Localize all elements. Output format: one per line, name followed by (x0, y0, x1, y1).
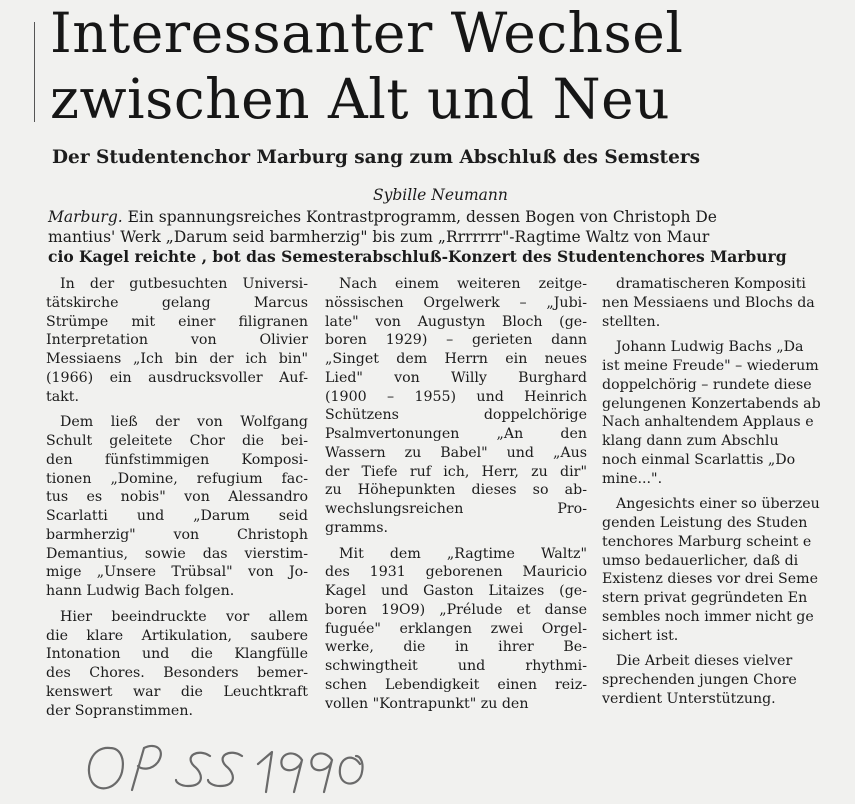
column-1-line: (1966) ein ausdrucksvoller Auf- (46, 369, 308, 386)
paragraph-gap (325, 538, 587, 545)
column-2-line: des 1931 geborenen Mauricio (325, 564, 587, 581)
intro-line-3: cio Kagel reichte , bot das Semesterabschluß-Konzert des Studentenchores Marburg (48, 247, 787, 266)
column-2-line: Mit dem „Ragtime Waltz" (339, 545, 587, 562)
column-3-line: umso bedauerlicher, daß di (602, 552, 799, 569)
column-1-line: hann Ludwig Bach folgen. (46, 583, 235, 599)
column-2-line: Psalmvertonungen „An den (325, 426, 587, 442)
column-2-line: boren 19O9) „Prélude et danse (325, 601, 587, 618)
paragraph-gap (46, 406, 308, 413)
column-3-line: gelungenen Konzertabends ab (602, 395, 821, 412)
column-1-line: tionen „Domine, refugium fac- (46, 470, 308, 487)
column-1-line: Interpretation von Olivier (46, 332, 308, 349)
column-1-line: der Sopranstimmen. (46, 702, 193, 719)
column-1-line: Strümpe mit einer filigranen (46, 313, 308, 330)
column-2-line: late" von Augustyn Bloch (ge- (325, 313, 587, 330)
subheadline: Der Studentenchor Marburg sang zum Abschluß des Semsters (52, 147, 700, 168)
column-2-line: zu Höhepunkten dieses so ab- (325, 482, 587, 499)
column-1-line: Hier beeindruckte vor allem (60, 608, 308, 625)
article-column-3 (602, 275, 855, 709)
column-2-line: der Tiefe ruf ich, Herr, zu dir" (325, 463, 587, 480)
column-1-line: Messiaens „Ich bin der ich bin" (46, 351, 308, 367)
headline-line-2: zwischen Alt und Neu (50, 67, 671, 131)
column-2-line: Kagel und Gaston Litaizes (ge- (325, 583, 587, 599)
column-3-line: tenchores Marburg scheint e (602, 533, 812, 550)
column-3-line: verdient Unterstützung. (602, 690, 776, 707)
article-column-2 (325, 275, 587, 713)
column-1-line: mige „Unsere Trübsal" von Jo- (46, 564, 308, 581)
column-3-line: stellten. (602, 313, 661, 330)
column-3-line: genden Leistung des Studen (602, 515, 808, 531)
column-1-line: Dem ließ der von Wolfgang (60, 414, 308, 431)
column-3-line: sembles noch immer nicht ge (602, 608, 814, 625)
column-1-line: barmherzig" von Christoph (46, 526, 308, 543)
column-3-line: stern privat gegründeten En (602, 590, 808, 606)
column-2-line: boren 1929) – gerieten dann (325, 332, 587, 349)
column-1-line: den fünfstimmigen Komposi- (46, 451, 308, 468)
column-2-line: (1900 – 1955) und Heinrich (325, 388, 587, 405)
column-2-line: schen Lebendigkeit einen reiz- (325, 676, 587, 693)
column-3-line: Angesichts einer so überzeu (616, 496, 820, 513)
paragraph-gap (602, 645, 855, 652)
column-1-line: Intonation und die Klangfülle (46, 646, 308, 663)
column-1-line: des Chores. Besonders bemer- (46, 665, 308, 681)
column-2-line: Schützens doppelchörige (325, 407, 587, 424)
column-1-line: tus es nobis" von Alessandro (46, 489, 308, 506)
column-2-line: wechslungsreichen Pro- (325, 501, 587, 517)
article-column-1 (46, 275, 308, 720)
intro-line-1 (48, 207, 855, 227)
column-rule (34, 22, 35, 122)
column-1-line: Scarlatti und „Darum seid (46, 508, 308, 524)
column-3-line: nen Messiaens und Blochs da (602, 294, 815, 311)
column-2-line: Wassern zu Babel" und „Aus (325, 444, 587, 461)
column-3-line: sprechenden jungen Chore (602, 672, 797, 688)
author-byline: Sybille Neumann (373, 186, 508, 204)
column-3-line: klang dann zum Abschlu (602, 433, 779, 449)
column-2-line: Nach einem weiteren zeitge- (339, 276, 587, 292)
paragraph-gap (46, 601, 308, 608)
column-2-line: Lied" von Willy Burghard (325, 369, 587, 386)
column-3-line: doppelchörig – rundete diese (602, 376, 812, 393)
column-3-line: mine...". (602, 470, 663, 487)
column-2-line: fuguée" erklangen zwei Orgel- (325, 620, 587, 637)
column-3-line: dramatischeren Kompositi (616, 276, 806, 292)
intro-paragraph (48, 207, 855, 267)
column-2-line: schwingtheit und rhythmi- (325, 658, 587, 674)
column-3-line: ist meine Freude" – wiederum (602, 358, 819, 374)
intro-line-2: mantius' Werk „Darum seid barmherzig" bis zum „Rrrrrrr"-Ragtime Waltz von Maur (48, 228, 710, 246)
column-3-line: noch einmal Scarlattis „Do (602, 451, 796, 468)
column-2-line: „Singet dem Herrn ein neues (325, 351, 587, 367)
column-2-line: werke, die in ihrer Be- (325, 639, 587, 656)
column-1-line: kenswert war die Leuchtkraft (46, 683, 308, 700)
column-2-line: gramms. (325, 519, 389, 536)
column-1-line: In der gutbesuchten Universi- (60, 276, 308, 292)
column-1-line: Demantius, sowie das vierstim- (46, 545, 308, 562)
handwritten-note-drawing (70, 720, 370, 800)
column-3-line: Die Arbeit dieses vielver (616, 653, 793, 670)
dateline-place: Marburg. (48, 208, 123, 226)
column-1-line: Schult geleitete Chor die bei- (46, 433, 308, 449)
column-1-line: takt. (46, 388, 79, 405)
intro-line-1-text: Ein spannungsreiches Kontrastprogramm, dessen Bogen von Christoph De (122, 208, 717, 226)
column-1-line: die klare Artikulation, saubere (46, 627, 308, 644)
headline-line-1: Interessanter Wechsel (50, 1, 684, 65)
handwritten-note (70, 720, 370, 800)
column-2-line: vollen "Kontrapunkt" zu den (325, 695, 529, 712)
column-3-line: sichert ist. (602, 627, 679, 644)
paragraph-gap (602, 488, 855, 495)
column-2-line: nössischen Orgelwerk – „Jubi- (325, 294, 587, 311)
column-1-line: tätskirche gelang Marcus (46, 294, 308, 311)
paragraph-gap (602, 331, 855, 338)
column-3-line: Johann Ludwig Bachs „Da (616, 339, 804, 356)
headline (50, 0, 855, 132)
column-3-line: Existenz dieses vor drei Seme (602, 571, 818, 588)
column-3-line: Nach anhaltendem Applaus e (602, 414, 814, 431)
